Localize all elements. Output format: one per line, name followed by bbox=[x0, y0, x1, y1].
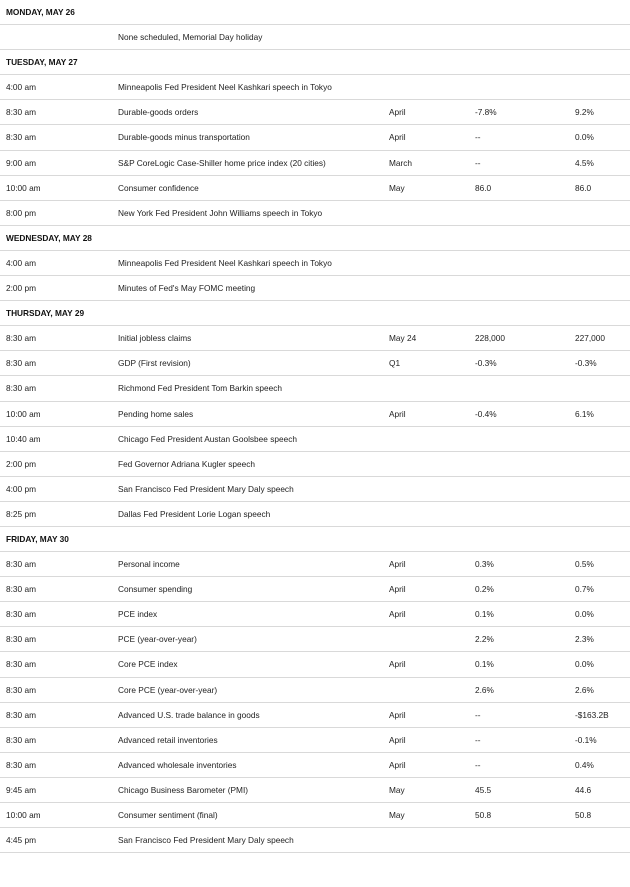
event-event: Personal income bbox=[118, 559, 180, 570]
event-period: April bbox=[389, 759, 406, 770]
event-forecast: -- bbox=[475, 157, 481, 168]
event-event: Pending home sales bbox=[118, 408, 194, 419]
event-event: Consumer spending bbox=[118, 584, 193, 595]
event-forecast: -0.3% bbox=[475, 358, 497, 369]
event-forecast: -- bbox=[475, 734, 481, 745]
event-event: Consumer sentiment (final) bbox=[118, 810, 218, 820]
event-row bbox=[0, 25, 630, 50]
event-previous: 0.0% bbox=[575, 659, 594, 670]
event-time: 8:30 am bbox=[6, 684, 36, 695]
event-forecast: 0.2% bbox=[475, 584, 494, 595]
event-event: Fed Governor Adriana Kugler speech bbox=[118, 458, 255, 469]
event-period: March bbox=[389, 157, 413, 168]
event-row bbox=[0, 151, 630, 176]
event-time: 8:30 am bbox=[6, 333, 36, 344]
event-time: 2:00 pm bbox=[6, 283, 36, 294]
event-previous: -0.1% bbox=[575, 734, 597, 745]
event-previous: 6.1% bbox=[575, 408, 594, 419]
event-period: April bbox=[389, 709, 406, 720]
event-row bbox=[0, 678, 630, 703]
event-time: 2:00 pm bbox=[6, 458, 36, 469]
event-row bbox=[0, 728, 630, 753]
event-row bbox=[0, 502, 630, 527]
event-previous: 0.7% bbox=[575, 584, 594, 595]
event-time: 8:30 am bbox=[6, 584, 36, 595]
event-row bbox=[0, 703, 630, 728]
event-forecast: -0.4% bbox=[475, 408, 497, 419]
event-row bbox=[0, 452, 630, 477]
day-header-label: WEDNESDAY, MAY 28 bbox=[6, 232, 92, 243]
event-forecast: 50.8 bbox=[475, 810, 492, 820]
event-row bbox=[0, 577, 630, 602]
event-event: Advanced retail inventories bbox=[118, 734, 218, 745]
event-period: April bbox=[389, 734, 406, 745]
event-previous: 2.6% bbox=[575, 684, 594, 695]
event-row bbox=[0, 176, 630, 201]
event-previous: 227,000 bbox=[575, 333, 605, 344]
day-header-label: MONDAY, MAY 26 bbox=[6, 7, 75, 17]
event-time: 8:25 pm bbox=[6, 508, 36, 519]
event-forecast: 0.1% bbox=[475, 659, 494, 670]
event-event: Durable-goods orders bbox=[118, 107, 199, 118]
event-time: 10:00 am bbox=[6, 810, 41, 820]
event-period: April bbox=[389, 609, 406, 620]
event-forecast: 228,000 bbox=[475, 333, 505, 344]
event-row bbox=[0, 427, 630, 452]
event-time: 8:30 am bbox=[6, 107, 36, 118]
day-header bbox=[0, 50, 630, 75]
event-row bbox=[0, 201, 630, 226]
event-row bbox=[0, 402, 630, 427]
event-event: Chicago Business Barometer (PMI) bbox=[118, 784, 249, 795]
event-period: May bbox=[389, 182, 405, 193]
day-header bbox=[0, 226, 630, 251]
event-event: Consumer confidence bbox=[118, 182, 199, 193]
event-event: Minneapolis Fed President Neel Kashkari speech in Tokyo bbox=[118, 257, 332, 268]
event-time: 10:40 am bbox=[6, 433, 41, 444]
event-event: PCE index bbox=[118, 609, 158, 620]
event-forecast: -- bbox=[475, 132, 481, 143]
event-row bbox=[0, 803, 630, 828]
event-row bbox=[0, 326, 630, 351]
event-time: 8:30 am bbox=[6, 634, 36, 645]
event-event: Chicago Fed President Austan Goolsbee speech bbox=[118, 433, 297, 444]
event-time: 4:00 pm bbox=[6, 483, 36, 494]
event-previous: 50.8 bbox=[575, 810, 592, 820]
event-row bbox=[0, 602, 630, 627]
day-header-label: FRIDAY, MAY 30 bbox=[6, 533, 69, 544]
event-event: S&P CoreLogic Case-Shiller home price index (20 cities) bbox=[118, 157, 326, 168]
event-period: April bbox=[389, 659, 406, 670]
event-previous: 0.4% bbox=[575, 759, 594, 770]
event-time: 10:00 am bbox=[6, 408, 41, 419]
event-time: 8:30 am bbox=[6, 759, 36, 770]
event-row bbox=[0, 376, 630, 401]
event-previous: -0.3% bbox=[575, 358, 597, 369]
event-forecast: 86.0 bbox=[475, 182, 492, 193]
event-row bbox=[0, 627, 630, 652]
event-previous: 0.5% bbox=[575, 559, 594, 570]
event-period: May bbox=[389, 784, 405, 795]
event-time: 8:30 am bbox=[6, 383, 36, 394]
day-header bbox=[0, 0, 630, 25]
event-time: 8:30 am bbox=[6, 132, 36, 143]
event-event: Dallas Fed President Lorie Logan speech bbox=[118, 508, 271, 519]
day-header bbox=[0, 527, 630, 552]
event-event: San Francisco Fed President Mary Daly speech bbox=[118, 835, 294, 846]
event-period: April bbox=[389, 584, 406, 595]
event-row bbox=[0, 100, 630, 125]
event-row bbox=[0, 753, 630, 778]
event-time: 8:30 am bbox=[6, 559, 36, 570]
event-event: Richmond Fed President Tom Barkin speech bbox=[118, 383, 283, 394]
event-previous: 4.5% bbox=[575, 157, 594, 168]
event-period: April bbox=[389, 132, 406, 143]
event-forecast: -- bbox=[475, 709, 481, 720]
event-time: 8:30 am bbox=[6, 358, 36, 369]
event-row bbox=[0, 351, 630, 376]
event-event: PCE (year-over-year) bbox=[118, 634, 197, 645]
event-forecast: -- bbox=[475, 759, 481, 770]
event-previous: 44.6 bbox=[575, 784, 592, 795]
event-period: April bbox=[389, 559, 406, 570]
event-forecast: 0.3% bbox=[475, 559, 494, 570]
event-time: 8:00 pm bbox=[6, 207, 36, 218]
event-period: April bbox=[389, 408, 406, 419]
event-time: 10:00 am bbox=[6, 182, 41, 193]
event-time: 4:00 am bbox=[6, 82, 36, 93]
event-forecast: 2.6% bbox=[475, 684, 494, 695]
event-row bbox=[0, 828, 630, 853]
event-period: Q1 bbox=[389, 358, 401, 369]
event-forecast: -7.8% bbox=[475, 107, 497, 118]
event-time: 8:30 am bbox=[6, 709, 36, 720]
event-row bbox=[0, 75, 630, 100]
event-previous: 86.0 bbox=[575, 182, 592, 193]
event-event: Minneapolis Fed President Neel Kashkari speech in Tokyo bbox=[118, 82, 332, 93]
event-event: Initial jobless claims bbox=[118, 333, 192, 344]
event-event: None scheduled, Memorial Day holiday bbox=[118, 32, 263, 43]
event-row bbox=[0, 652, 630, 677]
event-previous: 9.2% bbox=[575, 107, 594, 118]
event-row bbox=[0, 477, 630, 502]
event-time: 9:00 am bbox=[6, 157, 36, 168]
event-time: 8:30 am bbox=[6, 734, 36, 745]
event-time: 9:45 am bbox=[6, 784, 36, 795]
event-row bbox=[0, 251, 630, 276]
event-time: 4:00 am bbox=[6, 257, 36, 268]
event-forecast: 2.2% bbox=[475, 634, 494, 645]
event-previous: 0.0% bbox=[575, 609, 594, 620]
event-period: May bbox=[389, 810, 405, 820]
event-event: San Francisco Fed President Mary Daly speech bbox=[118, 483, 294, 494]
event-event: Minutes of Fed's May FOMC meeting bbox=[118, 283, 256, 294]
event-previous: 2.3% bbox=[575, 634, 594, 645]
event-event: New York Fed President John Williams speech in Tokyo bbox=[118, 207, 323, 218]
event-event: Advanced U.S. trade balance in goods bbox=[118, 709, 260, 720]
event-row bbox=[0, 276, 630, 301]
event-event: Core PCE (year-over-year) bbox=[118, 684, 218, 695]
event-time: 8:30 am bbox=[6, 609, 36, 620]
event-period: May 24 bbox=[389, 333, 417, 344]
event-row bbox=[0, 778, 630, 803]
event-period: April bbox=[389, 107, 406, 118]
event-row bbox=[0, 125, 630, 150]
event-event: Core PCE index bbox=[118, 659, 178, 670]
event-previous: -$163.2B bbox=[575, 709, 609, 720]
day-header-label: THURSDAY, MAY 29 bbox=[6, 308, 85, 319]
event-forecast: 45.5 bbox=[475, 784, 492, 795]
event-event: Durable-goods minus transportation bbox=[118, 132, 250, 143]
event-time: 4:45 pm bbox=[6, 835, 36, 846]
event-forecast: 0.1% bbox=[475, 609, 494, 620]
day-header bbox=[0, 301, 630, 326]
event-event: GDP (First revision) bbox=[118, 358, 191, 369]
event-time: 8:30 am bbox=[6, 659, 36, 670]
day-header-label: TUESDAY, MAY 27 bbox=[6, 57, 78, 68]
event-event: Advanced wholesale inventories bbox=[118, 759, 237, 770]
event-row bbox=[0, 552, 630, 577]
event-previous: 0.0% bbox=[575, 132, 594, 143]
